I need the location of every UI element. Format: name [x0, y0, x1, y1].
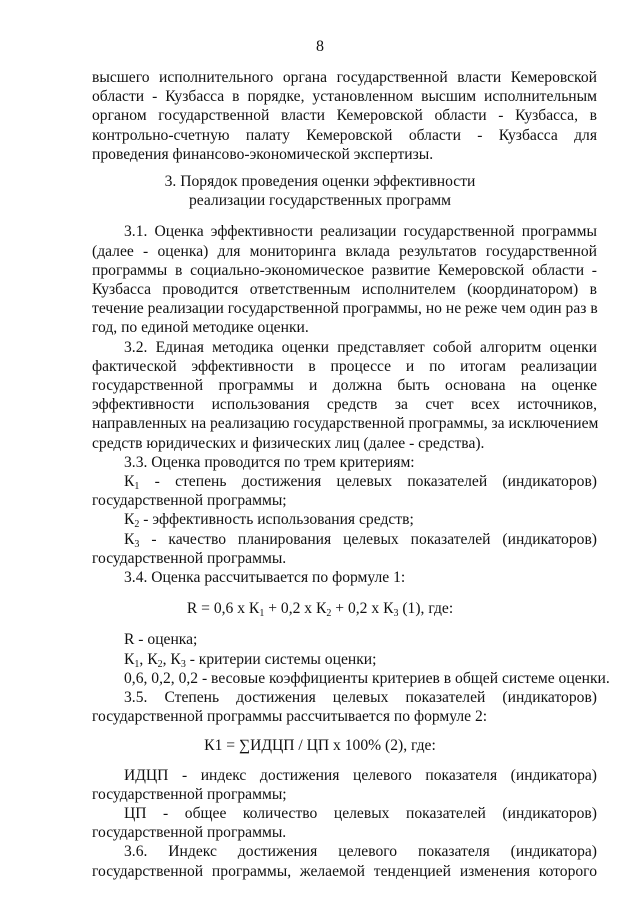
- paragraph-3-3: 3.3. Оценка проводится по трем критериям:: [124, 454, 415, 471]
- formula-1: R = 0,6 х $К_1 + 0,2$ х $К_2 + 0,2$ х $К_3$ (1), где:: [186, 600, 454, 619]
- text-line: контрольно-счетную палату Кемеровской области - Кузбасса для: [92, 127, 597, 144]
- text-line: государственной программы.: [92, 550, 287, 567]
- text-line: эффективности использования средств за счет всех источников,: [92, 396, 597, 413]
- cp-line: ЦП - общее количество целевых показателей (индикаторов): [124, 805, 597, 822]
- paragraph-3-4: 3.4. Оценка рассчитывается по формуле 1:: [124, 569, 406, 586]
- criterion-k2: $К_2$ - эффективность использования средств;: [124, 511, 414, 530]
- criterion-k3: $К_3$ - качество планирования целевых показателей (индикаторов): [124, 531, 597, 550]
- text-line: течение реализации государственной программы, но не реже чем один раз в: [92, 300, 598, 317]
- text-line: средств юридических и физических лиц (далее - средства).: [92, 435, 485, 452]
- text-line: государственной программы и должна быть основана на оценке: [92, 377, 597, 394]
- formula-2: К1 = ∑ИДЦП / ЦП х 100% (2), где:: [204, 737, 436, 754]
- text-line: программы в социально-экономическое развитие Кемеровской области -: [92, 262, 597, 279]
- paragraph-3-1: 3.1. Оценка эффективности реализации государственной программы: [124, 223, 597, 240]
- section-heading: 3. Порядок проведения оценки эффективности: [164, 173, 476, 190]
- cp-line: государственной программы.: [92, 824, 287, 841]
- idcp-line: государственной программы;: [92, 786, 287, 803]
- text-line: фактической эффективности в процессе и по итогам реализации: [92, 358, 597, 375]
- p3-6-line: государственной программы, желаемой тенденцией изменения которого: [92, 863, 597, 880]
- definition-weights: 0,6, 0,2, 0,2 - весовые коэффициенты критериев в общей системе оценки.: [124, 670, 610, 687]
- text-line: органом государственной власти Кемеровской области - Кузбасса, в: [92, 107, 597, 124]
- paragraph-3-5: 3.5. Степень достижения целевых показателей (индикаторов): [124, 689, 597, 706]
- text-line: Кузбасса проводится ответственным исполнителем (координатором) в: [92, 281, 597, 298]
- page-number: 8: [316, 38, 324, 55]
- definition-k: $К_1$, $К_2$, $К_3$ - критерии системы оценки;: [124, 651, 377, 670]
- definition-r: R - оценка;: [124, 631, 198, 648]
- criterion-k1: $К_1$ - степень достижения целевых показателей (индикаторов): [124, 473, 597, 492]
- text-line: высшего исполнительного органа государственной власти Кемеровской: [92, 69, 597, 86]
- text-line: государственной программы;: [92, 492, 287, 509]
- paragraph-3-2: 3.2. Единая методика оценки представляет собой алгоритм оценки: [124, 339, 597, 356]
- text-line: (далее - оценка) для мониторинга вклада результатов государственной: [92, 243, 597, 260]
- text-line: направленных на реализацию государственной программы, за исключением: [92, 415, 599, 432]
- text-line: области - Кузбасса в порядке, установленном высшим исполнительным: [92, 88, 597, 105]
- idcp-line: ИДЦП - индекс достижения целевого показателя (индикатора): [124, 767, 597, 784]
- text-line: проведения финансово-экономической экспертизы.: [92, 146, 434, 163]
- p3-6-line: 3.6. Индекс достижения целевого показателя (индикатора): [124, 843, 597, 860]
- section-heading: реализации государственных программ: [188, 192, 452, 209]
- text-line: год, по единой методике оценки.: [92, 319, 309, 336]
- text-line: государственной программы рассчитывается по формуле 2:: [92, 708, 488, 725]
